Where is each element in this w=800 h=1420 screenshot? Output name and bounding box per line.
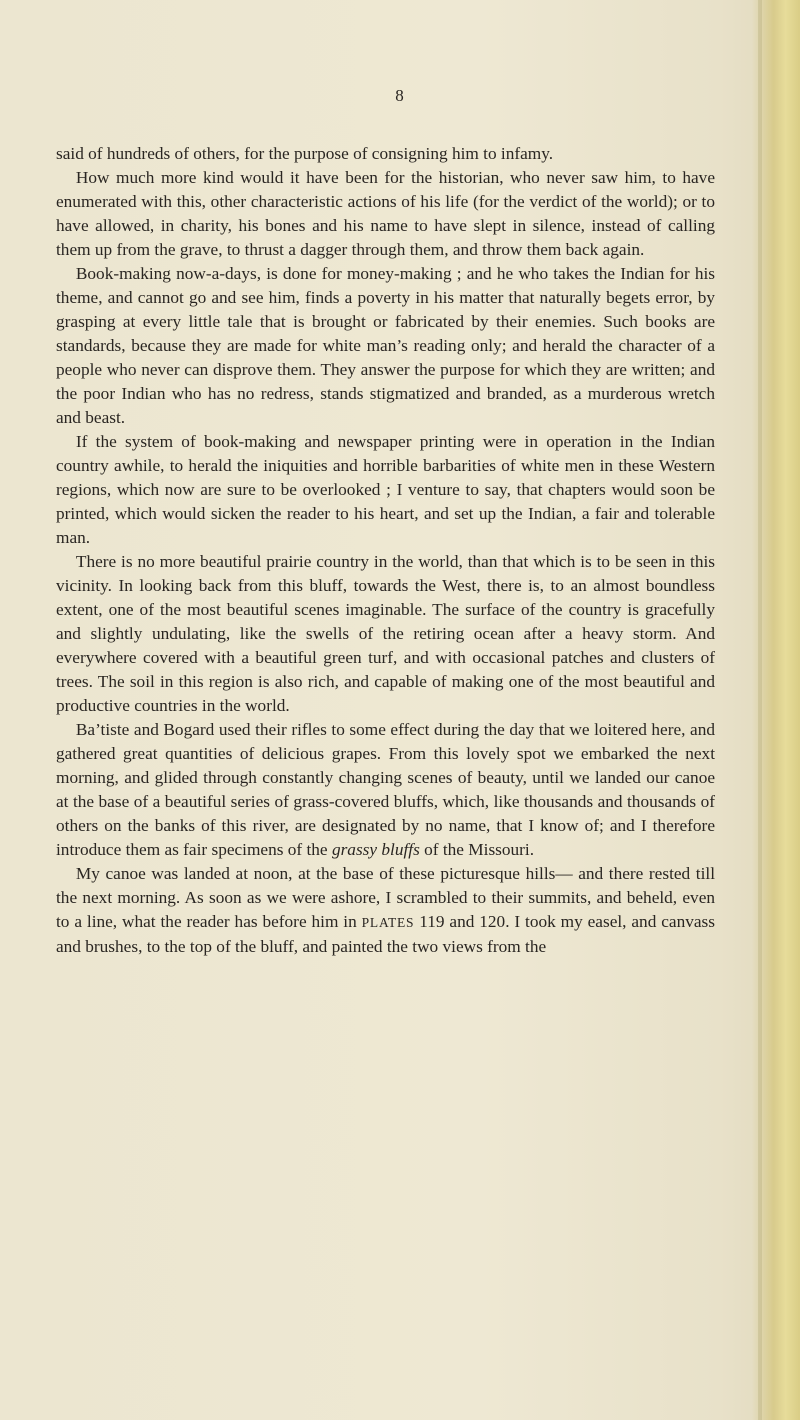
paragraph-1: said of hundreds of others, for the purpose of consigning him to infamy. (56, 144, 554, 163)
paragraph-6-text: Ba’tiste and Bogard used their rifles to some effect during the day that we loitered here, and gathered great quantities of delicious grapes. From this lovely spot we embarked the next morning, and glided through constantly changing scenes of beauty, until we landed our canoe at the base of a beautiful series of grass-covered bluffs, which, like thousands and thousands of others on the banks of this river, are designated by no name, that I know of; and I therefore introduce them as fair specimens of the (56, 720, 715, 859)
italic-phrase: grassy bluffs (331, 840, 420, 859)
page-number: 8 (395, 86, 405, 105)
paragraph-7-text: My canoe was landed at noon, at the base of these picturesque hills— and there rested till the next morning. As soon as we were ashore, I scrambled to their summits, and beheld, even to a line, what the reader has before him in (56, 864, 715, 931)
paragraph-7-tail: 119 and 120. I took my easel, and canvass and brushes, to the top of the bluff, and painted the two views from the (56, 912, 715, 956)
body-text (56, 142, 715, 959)
paragraph-6-tail: of the Missouri. (424, 840, 535, 859)
paragraph-7 (56, 862, 715, 959)
plates-smallcaps: PLATES (361, 915, 415, 930)
paragraph-2: How much more kind would it have been for the historian, who never saw him, to have enumerated with this, other characteristic actions of his life (for the verdict of the world); or to have allowed, in charity, his bones and his name to have slept in silence, instead of calling them up from the grave, to thrust a dagger through them, and throw them back again. (56, 168, 715, 259)
page-edge-shadow (758, 0, 762, 1420)
paragraph-5: There is no more beautiful prairie country in the world, than that which is to be seen in this vicinity. In looking back from this bluff, towards the West, there is, to an almost boundless extent, one of the most beautiful scenes imaginable. The surface of the country is gracefully and slightly undulating, like the swells of the retiring ocean after a heavy storm. And everywhere covered with a beautiful green turf, and with occasional patches and clusters of trees. The soil in this region is also rich, and capable of making one of the most beautiful and productive countries in the world. (56, 552, 715, 715)
paragraph-4: If the system of book-making and newspaper printing were in operation in the Indian country awhile, to herald the iniquities and horrible barbarities of white men in these Western regions, which now are sure to be overlooked ; I venture to say, that chapters would soon be printed, which would sicken the reader to his heart, and set up the Indian, a fair and tolerable man. (56, 432, 715, 547)
paragraph-3: Book-making now-a-days, is done for money-making ; and he who takes the Indian for his theme, and cannot go and see him, finds a poverty in his matter that naturally begets error, by grasping at every little tale that is brought or fabricated by their enemies. Such books are standards, because they are made for white man’s reading only; and herald the character of a people who never can disprove them. They answer the purpose for which they are written; and the poor Indian who has no redress, stands stigmatized and branded, as a murderous wretch and beast. (56, 264, 715, 427)
paragraph-6 (56, 718, 715, 862)
